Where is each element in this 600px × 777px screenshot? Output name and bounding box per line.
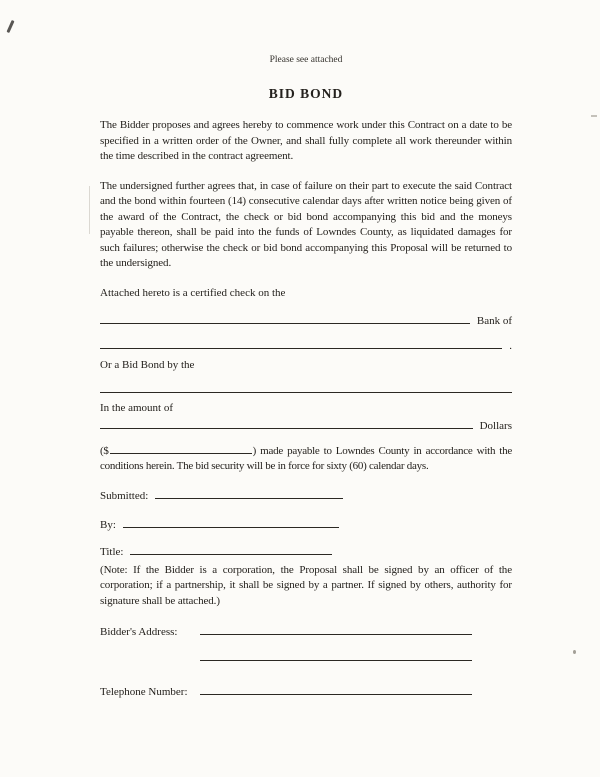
by-row — [100, 518, 512, 533]
amount-words-blank-line — [100, 419, 473, 429]
scan-artifact — [591, 115, 597, 117]
bank-of-label: Bank of — [476, 314, 512, 327]
scan-artifact — [573, 650, 576, 654]
amount-open-paren: ($ — [100, 444, 109, 457]
bank-name-continuation-row — [100, 339, 512, 354]
bank-name-blank-line-2 — [100, 339, 502, 349]
failure-clause-paragraph: The undersigned further agrees that, in case of failure on their part to execute the said Contract and the bond within fourteen (14) consecutive calendar days after written notice being given of the award of the Contract, the check or bid bond accompanying this bid and the moneys payable thereon, shall be paid into the funds of Lowndes County, as liquidated damages for such failures; otherwise the check or bid bond accompanying this Proposal will be returned to the undersigned. — [100, 179, 512, 269]
bidders-address-label: Bidder's Address: — [100, 626, 178, 638]
telephone-blank-line — [200, 685, 472, 695]
certified-check-label: Attached hereto is a certified check on the — [100, 286, 286, 299]
attachment-note: Please see attached — [269, 55, 343, 65]
title-row — [100, 545, 512, 560]
surety-name-blank-line — [100, 383, 512, 393]
address-blank-line-1 — [200, 625, 472, 635]
intro-paragraph: The Bidder proposes and agrees hereby to commence work under this Contract on a date to be specified in a written order of the Owner, and shall fully complete all work thereunder within the time described in the contract agreement. — [100, 119, 512, 162]
dollars-label: Dollars — [479, 419, 512, 432]
by-label: By: — [100, 518, 116, 531]
telephone-row — [100, 685, 512, 700]
bid-bond-by-label: Or a Bid Bond by the — [100, 358, 195, 371]
telephone-label: Telephone Number: — [100, 686, 188, 698]
bidders-address-lines — [200, 625, 472, 661]
address-blank-line-2 — [200, 651, 472, 661]
title-field-label: Title: — [100, 545, 124, 558]
submitted-blank-line — [155, 489, 343, 499]
signature-note: (Note: If the Bidder is a corporation, the Proposal shall be signed by an officer of the corporation; if a partnership, it shall be signed by a partner. If signed by others, authority for signature shall be attached.) — [100, 563, 512, 607]
bank-of-row — [100, 314, 512, 329]
submitted-label: Submitted: — [100, 489, 149, 502]
title-blank-line — [130, 545, 332, 555]
surety-name-row — [100, 383, 512, 393]
payable-clause-text: ) made payable to Lowndes County in accordance with the conditions herein. The bid security will be in force for sixty (60) calendar days. — [100, 444, 512, 472]
amount-words-row — [100, 419, 512, 434]
document-title: BID BOND — [268, 86, 344, 101]
by-blank-line — [123, 518, 339, 528]
amount-label: In the amount of — [100, 401, 174, 414]
submitted-row — [100, 489, 512, 504]
amount-figure-blank-line — [110, 444, 252, 454]
payable-paragraph — [100, 444, 512, 475]
bank-name-blank-line — [100, 314, 470, 324]
bidders-address-row — [100, 625, 512, 661]
line-end-period: . — [509, 339, 512, 352]
scan-artifact — [6, 20, 14, 33]
scan-artifact — [89, 186, 90, 234]
